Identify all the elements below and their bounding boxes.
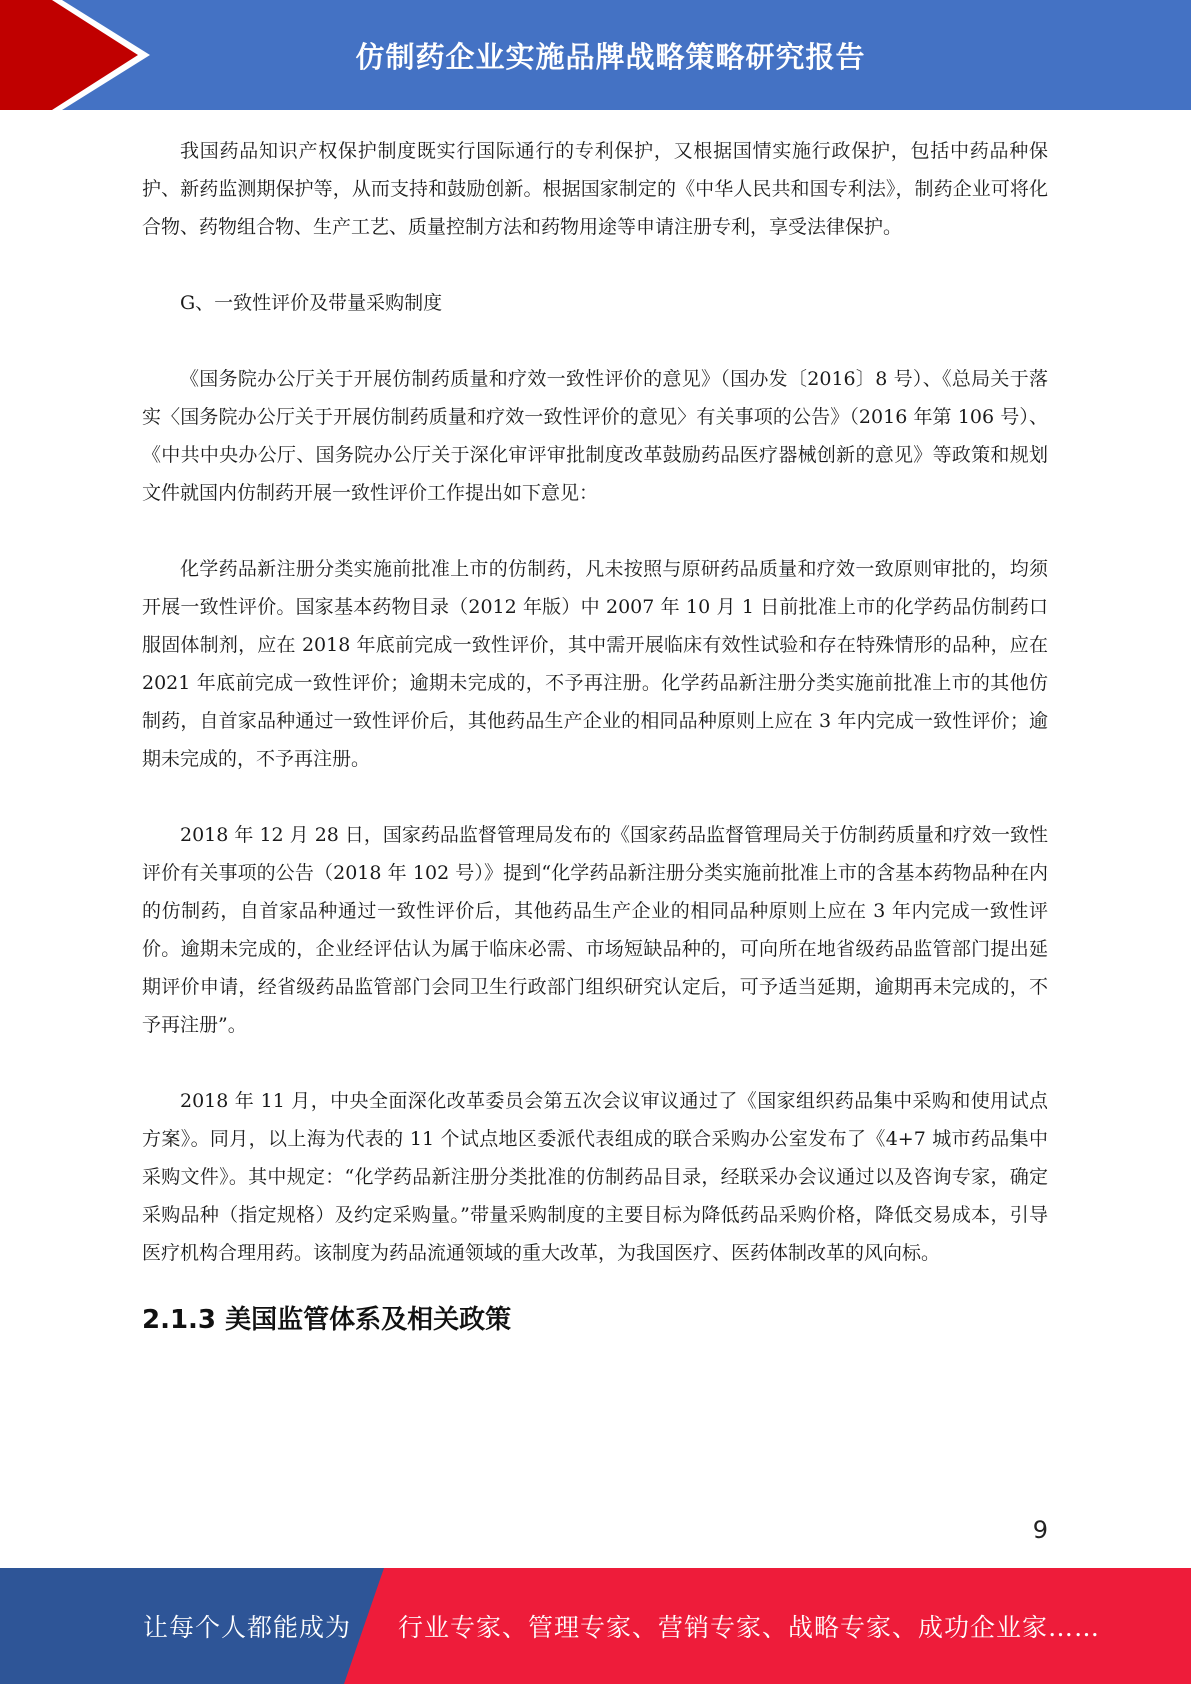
paragraph-ip-protection: 我国药品知识产权保护制度既实行国际通行的专利保护，又根据国情实施行政保护，包括中药品种保护、新药监测期保护等，从而支持和鼓励创新。根据国家制定的《中华人民共和国专利法》，制药企业可将化合物、药物组合物、生产工艺、质量控制方法和药物用途等申请注册专利，享受法律保护。 bbox=[142, 140, 1048, 238]
footer-slogan-right: 行业专家、管理专家、营销专家、战略专家、成功企业家…… bbox=[398, 1613, 1101, 1642]
section-heading: 2.1.3 美国监管体系及相关政策 bbox=[142, 1305, 512, 1335]
page-number: 9 bbox=[1032, 1516, 1048, 1544]
footer-slogan-left: 让每个人都能成为 bbox=[143, 1613, 352, 1642]
page-header bbox=[0, 0, 1191, 110]
document-body bbox=[142, 132, 1048, 1340]
page-footer bbox=[0, 1568, 1191, 1684]
header-title: 仿制药企业实施品牌战略策略研究报告 bbox=[355, 39, 866, 74]
paragraph-consistency-requirements: 化学药品新注册分类实施前批准上市的仿制药，凡未按照与原研药品质量和疗效一致原则审批的，均须开展一致性评价。国家基本药物目录（2012 年版）中 2007 年 10 月 1 日前批准上市的化学药品仿制药口服固体制剂，应在 2018 年底前完成一致性评价，其中需开展临床有效性试验和存在特殊情形的品种，应在 2021 年底前完成一致性评价；逾期未完成的，不予再注册。化学药品新注册分类实施前批准上市的其他仿制药，自首家品种通过一致性评价后，其他药品生产企业的相同品种原则上应在 3 年内完成一致性评价；逾期未完成的，不予再注册。 bbox=[142, 558, 1048, 770]
paragraph-volume-procurement: 2018 年 11 月，中央全面深化改革委员会第五次会议审议通过了《国家组织药品集中采购和使用试点方案》。同月，以上海为代表的 11 个试点地区委派代表组成的联合采购办公室发布了《4+7 城市药品集中采购文件》。其中规定：“化学药品新注册分类批准的仿制药品目录，经联采办会议通过以及咨询专家，确定采购品种（指定规格）及约定采购量。”带量采购制度的主要目标为降低药品采购价格，降低交易成本，引导医疗机构合理用药。该制度为药品流通领域的重大改革，为我国医疗、医药体制改革的风向标。 bbox=[142, 1090, 1048, 1264]
paragraph-policy-documents: 《国务院办公厅关于开展仿制药质量和疗效一致性评价的意见》（国办发〔2016〕8 号）、《总局关于落实〈国务院办公厅关于开展仿制药质量和疗效一致性评价的意见〉有关事项的公告》（2016 年第 106 号）、《中共中央办公厅、国务院办公厅关于深化审评审批制度改革鼓励药品医疗器械创新的意见》等政策和规划文件就国内仿制药开展一致性评价工作提出如下意见： bbox=[142, 368, 1048, 504]
paragraph-nmpa-announcement: 2018 年 12 月 28 日，国家药品监督管理局发布的《国家药品监督管理局关于仿制药质量和疗效一致性评价有关事项的公告（2018 年 102 号）》提到“化学药品新注册分类实施前批准上市的含基本药物品种在内的仿制药，自首家品种通过一致性评价后，其他药品生产企业的相同品种原则上应在 3 年内完成一致性评价。逾期未完成的，企业经评估认为属于临床必需、市场短缺品种的，可向所在地省级药品监管部门提出延期评价申请，经省级药品监管部门会同卫生行政部门组织研究认定后，可予适当延期，逾期再未完成的，不予再注册”。 bbox=[142, 824, 1048, 1036]
subsection-title-consistency: G、一致性评价及带量采购制度 bbox=[180, 292, 443, 314]
